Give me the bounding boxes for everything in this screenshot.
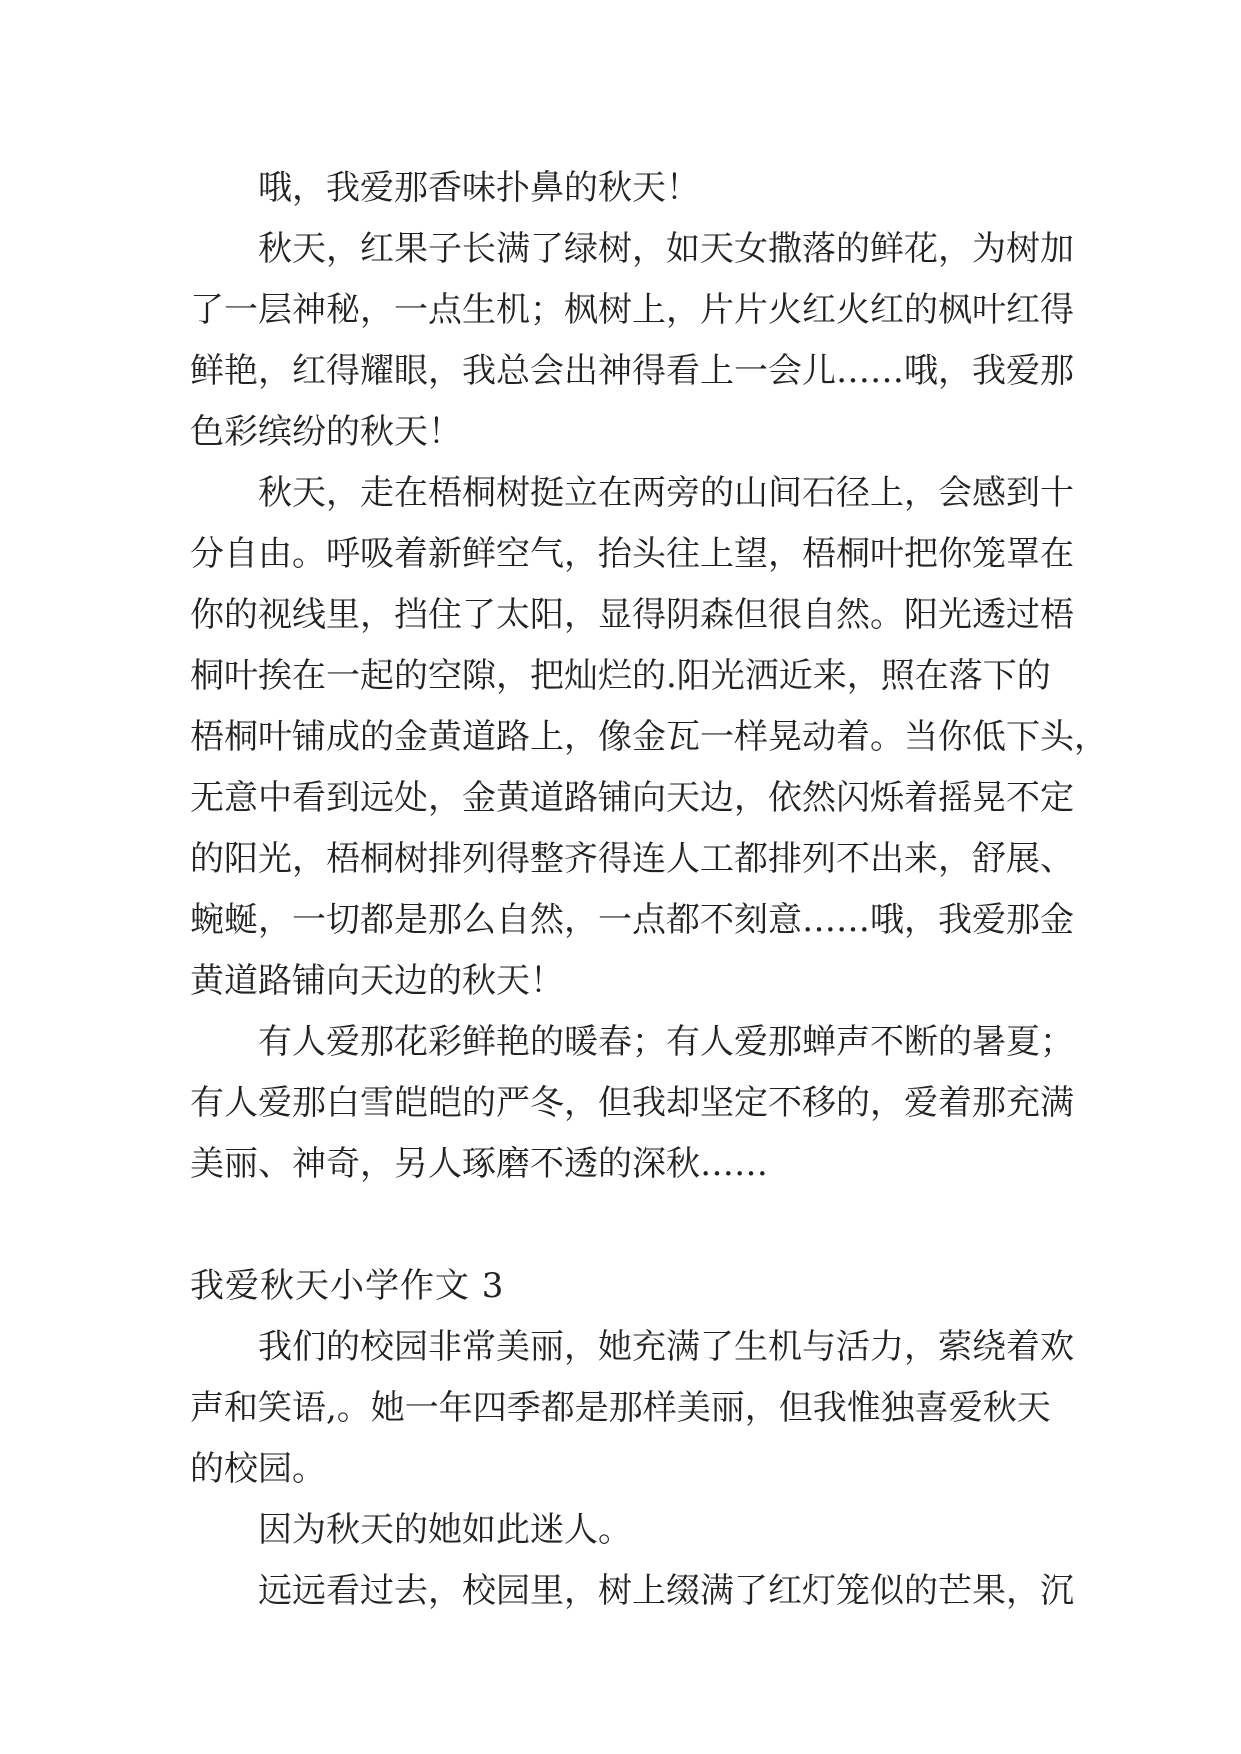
paragraph-line: 了一层神秘，一点生机；枫树上，片片火红火红的枫叶红得	[190, 290, 1074, 330]
paragraph-line: 无意中看到远处，金黄道路铺向天边，依然闪烁着摇晃不定	[190, 778, 1074, 818]
paragraph-line: 秋天，红果子长满了绿树，如天女撒落的鲜花，为树加	[258, 229, 1074, 269]
paragraph-line: 哦，我爱那香味扑鼻的秋天！	[258, 168, 700, 208]
paragraph-line: 分自由。呼吸着新鲜空气，抬头往上望，梧桐叶把你笼罩在	[190, 534, 1074, 574]
paragraph-line: 因为秋天的她如此迷人。	[258, 1510, 632, 1550]
paragraph-line: 的阳光，梧桐树排列得整齐得连人工都排列不出来，舒展、	[190, 839, 1074, 879]
paragraph-line: 桐叶挨在一起的空隙，把灿烂的.阳光洒近来，照在落下的	[190, 656, 1051, 696]
paragraph-line: 色彩缤纷的秋天！	[190, 412, 462, 452]
paragraph-line: 美丽、神奇，另人琢磨不透的深秋……	[190, 1144, 768, 1184]
paragraph-line: 秋天，走在梧桐树挺立在两旁的山间石径上，会感到十	[258, 473, 1074, 513]
paragraph-line: 你的视线里，挡住了太阳，显得阴森但很自然。阳光透过梧	[190, 595, 1074, 635]
paragraph-line: 有人爱那花彩鲜艳的暖春；有人爱那蝉声不断的暑夏；	[258, 1022, 1074, 1062]
paragraph-line: 声和笑语,。她一年四季都是那样美丽，但我惟独喜爱秋天	[190, 1388, 1051, 1428]
paragraph-line: 蜿蜒，一切都是那么自然，一点都不刻意……哦，我爱那金	[190, 900, 1074, 940]
paragraph-line: 黄道路铺向天边的秋天！	[190, 961, 564, 1001]
paragraph-line: 鲜艳，红得耀眼，我总会出神得看上一会儿……哦，我爱那	[190, 351, 1074, 391]
section-spacer	[190, 1195, 1060, 1256]
paragraph-line: 梧桐叶铺成的金黄道路上，像金瓦一样晃动着。当你低下头，	[190, 717, 1108, 757]
essay-body	[190, 158, 1108, 1622]
section-heading: 我爱秋天小学作文 3	[190, 1266, 505, 1306]
paragraph-line: 的校园。	[190, 1449, 326, 1489]
paragraph-line: 远远看过去，校园里，树上缀满了红灯笼似的芒果，沉	[258, 1571, 1074, 1611]
paragraph-line: 有人爱那白雪皑皑的严冬，但我却坚定不移的，爱着那充满	[190, 1083, 1074, 1123]
paragraph-line: 我们的校园非常美丽，她充满了生机与活力，萦绕着欢	[258, 1327, 1074, 1367]
